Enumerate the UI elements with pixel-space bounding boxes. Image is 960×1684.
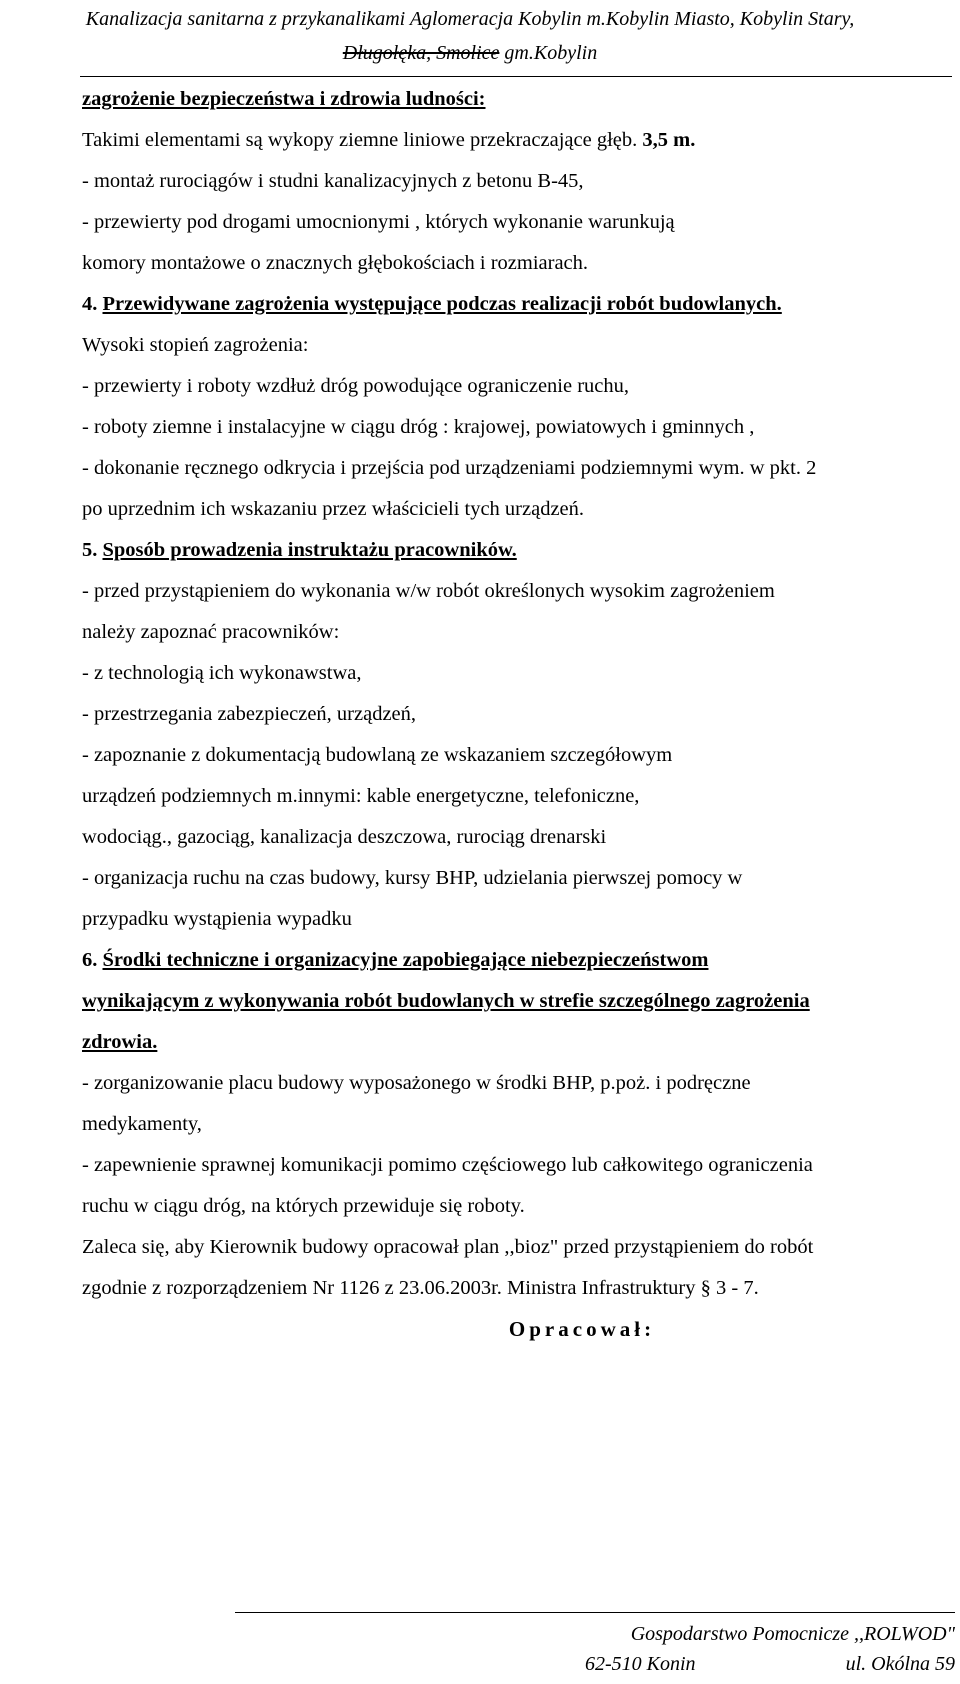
- header-line-1: Kanalizacja sanitarna z przykanalikami Aglomeracja Kobylin m.Kobylin Miasto, Kobylin Stary,: [85, 8, 855, 30]
- paragraph-line: - przewierty i roboty wzdłuż dróg powodujące ograniczenie ruchu,: [82, 375, 630, 397]
- section-4-heading: [82, 284, 960, 325]
- section-6-heading: [82, 940, 960, 981]
- text: Takimi elementami są wykopy ziemne liniowe przekraczające głęb.: [82, 129, 643, 151]
- paragraph-line: zgodnie z rozporządzeniem Nr 1126 z 23.06.2003r. Ministra Infrastruktury § 3 - 7.: [82, 1277, 759, 1299]
- paragraph-line: komory montażowe o znacznych głębokościach i rozmiarach.: [82, 252, 589, 274]
- paragraph-line: medykamenty,: [82, 1113, 202, 1135]
- paragraph-line: - montaż rurociągów i studni kanalizacyjnych z betonu B-45,: [82, 170, 584, 192]
- footer-street: ul. Okólna 59: [845, 1653, 955, 1675]
- section-title: Sposób prowadzenia instruktażu pracowników.: [102, 539, 517, 561]
- section-6-heading-cont: wynikającym z wykonywania robót budowlanych w strefie szczególnego zagrożenia: [82, 990, 810, 1012]
- paragraph-line: należy zapoznać pracowników:: [82, 621, 340, 643]
- paragraph-line: Zaleca się, aby Kierownik budowy opracował plan ,,bioz" przed przystąpieniem do robót: [82, 1236, 814, 1258]
- paragraph-line: - organizacja ruchu na czas budowy, kursy BHP, udzielania pierwszej pomocy w: [82, 867, 743, 889]
- paragraph-line: Wysoki stopień zagrożenia:: [82, 334, 309, 356]
- paragraph-line: - zapoznanie z dokumentacją budowlaną ze wskazaniem szczegółowym: [82, 744, 673, 766]
- signature-label: Opracował:: [508, 1317, 656, 1341]
- paragraph-line: - dokonanie ręcznego odkrycia i przejścia pod urządzeniami podziemnymi wym. w pkt. 2: [82, 457, 817, 479]
- section-heading: zagrożenie bezpieczeństwa i zdrowia ludności:: [82, 88, 486, 110]
- paragraph-line: - zorganizowanie placu budowy wyposażonego w środki BHP, p.poż. i podręczne: [82, 1072, 751, 1094]
- header-rule: [80, 76, 952, 77]
- header-struck-text: Długołęka, Smolice: [342, 42, 500, 64]
- paragraph-line: - przewierty pod drogami umocnionymi , których wykonanie warunkują: [82, 211, 675, 233]
- section-number: 5.: [82, 539, 103, 561]
- paragraph-line: - przed przystąpieniem do wykonania w/w robót określonych wysokim zagrożeniem: [82, 580, 775, 602]
- section-title: Środki techniczne i organizacyjne zapobiegające niebezpieczeństwom: [102, 949, 709, 971]
- footer-rule: [235, 1612, 955, 1613]
- section-number: 6.: [82, 949, 103, 971]
- paragraph-line: po uprzednim ich wskazaniu przez właścicieli tych urządzeń.: [82, 498, 585, 520]
- paragraph-line: przypadku wystąpienia wypadku: [82, 908, 352, 930]
- paragraph-line: urządzeń podziemnych m.innymi: kable energetyczne, telefoniczne,: [82, 785, 640, 807]
- paragraph-line: wodociąg., gazociąg, kanalizacja deszczowa, rurociąg drenarski: [82, 826, 607, 848]
- paragraph-line: - roboty ziemne i instalacyjne w ciągu dróg : krajowej, powiatowych i gminnych ,: [82, 416, 755, 438]
- section-number: 4.: [82, 293, 103, 315]
- paragraph-line: - przestrzegania zabezpieczeń, urządzeń,: [82, 703, 417, 725]
- header-line-2: [0, 36, 940, 70]
- running-header: [0, 2, 940, 70]
- footer-address: [0, 1650, 955, 1678]
- footer-company: Gospodarstwo Pomocnicze ,,ROLWOD": [630, 1623, 955, 1645]
- paragraph-line: - z technologią ich wykonawstwa,: [82, 662, 362, 684]
- paragraph-line: - zapewnienie sprawnej komunikacji pomimo częściowego lub całkowitego ograniczenia: [82, 1154, 813, 1176]
- paragraph-line: ruchu w ciągu dróg, na których przewiduje się roboty.: [82, 1195, 525, 1217]
- section-6-heading-cont: zdrowia.: [82, 1031, 158, 1053]
- section-title: Przewidywane zagrożenia występujące podczas realizacji robót budowlanych.: [102, 293, 782, 315]
- bold-text: 3,5 m.: [642, 129, 696, 151]
- section-5-heading: [82, 530, 960, 571]
- footer-city: 62-510 Konin: [585, 1653, 696, 1675]
- document-body: [82, 79, 960, 1350]
- header-text: gm.Kobylin: [499, 42, 598, 64]
- paragraph-line: [82, 120, 960, 161]
